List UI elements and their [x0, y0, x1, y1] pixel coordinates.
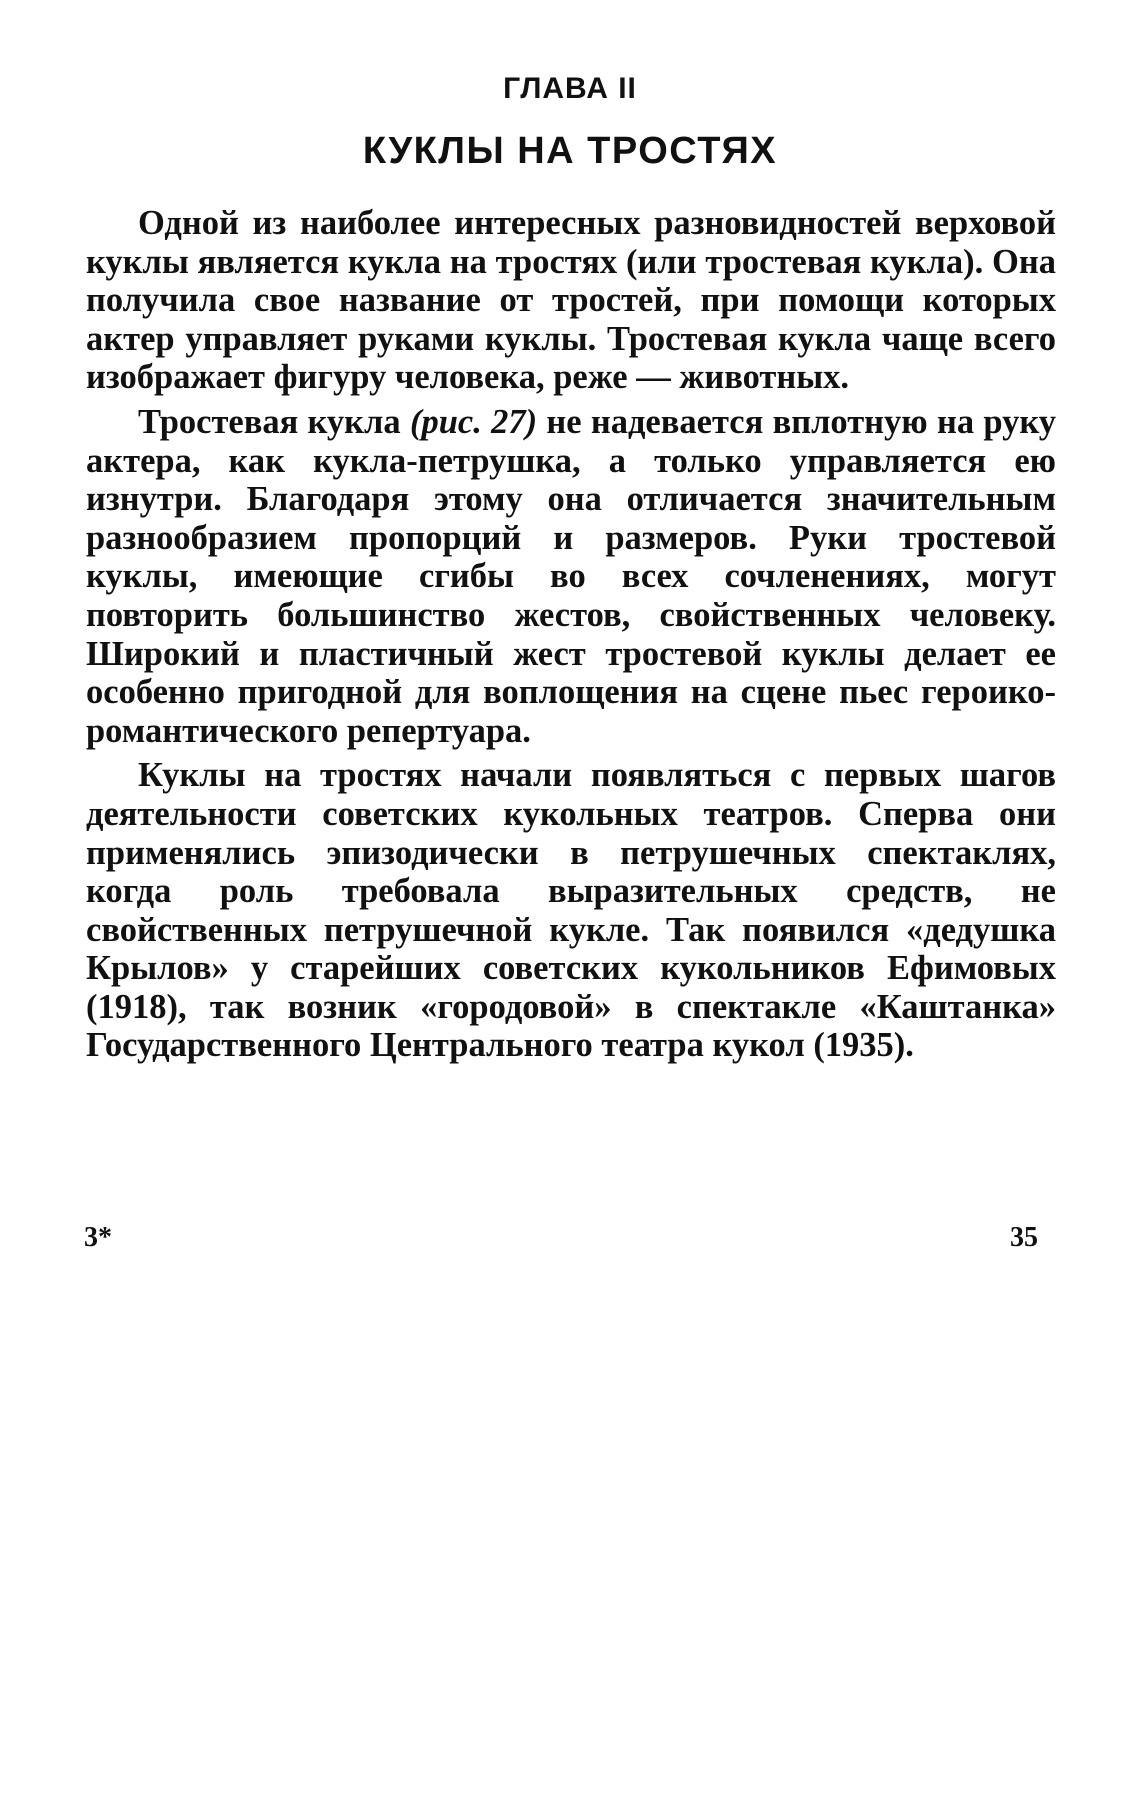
- paragraph: [86, 204, 1056, 397]
- figure-reference: (рис. 27): [409, 402, 538, 441]
- paragraph-text: не надевается вплотную на руку актера, как кукла-петрушка, а только управляется ею изнутри. Благодаря этому она отличается значительным разнообразием пропорций и размеров. Руки тростевой куклы, имеющие сгибы во всех сочленениях, могут повторить большинство жестов, свойственных человеку. Широкий и пластичный жест тростевой куклы делает ее особенно пригодной для воплощения на сцене пьес героико-романтического репертуара.: [86, 402, 1056, 750]
- paragraph-text: Одной из наиболее интересных разновидностей верховой куклы является кукла на тростях (или тростевая кукла). Она получила свое название от тростей, при помощи которых актер управляет руками куклы. Тростевая кукла чаще всего изображает фигуру человека, реже — животных.: [86, 204, 1056, 397]
- page-number: 35: [1010, 1222, 1038, 1253]
- body-text: [86, 204, 1056, 1071]
- paragraph: [86, 756, 1056, 1065]
- paragraph: [86, 403, 1056, 750]
- paragraph-text: Куклы на тростях начали появляться с первых шагов деятельности советских кукольных театров. Сперва они применялись эпизодически в петрушечных спектаклях, когда роль требовала выразительных средств, не свойственных петрушечной кукле. Так появился «дедушка Крылов» у старейших советских кукольников Ефимовых (1918), так возник «городовой» в спектакле «Каштанка» Государственного Центрального театра кукол (1935).: [86, 756, 1056, 1065]
- paragraph-text: Тростевая кукла: [138, 402, 410, 441]
- chapter-label: ГЛАВА II: [503, 72, 637, 105]
- chapter-title: КУКЛЫ НА ТРОСТЯХ: [362, 130, 778, 172]
- signature-mark: 3*: [84, 1222, 112, 1253]
